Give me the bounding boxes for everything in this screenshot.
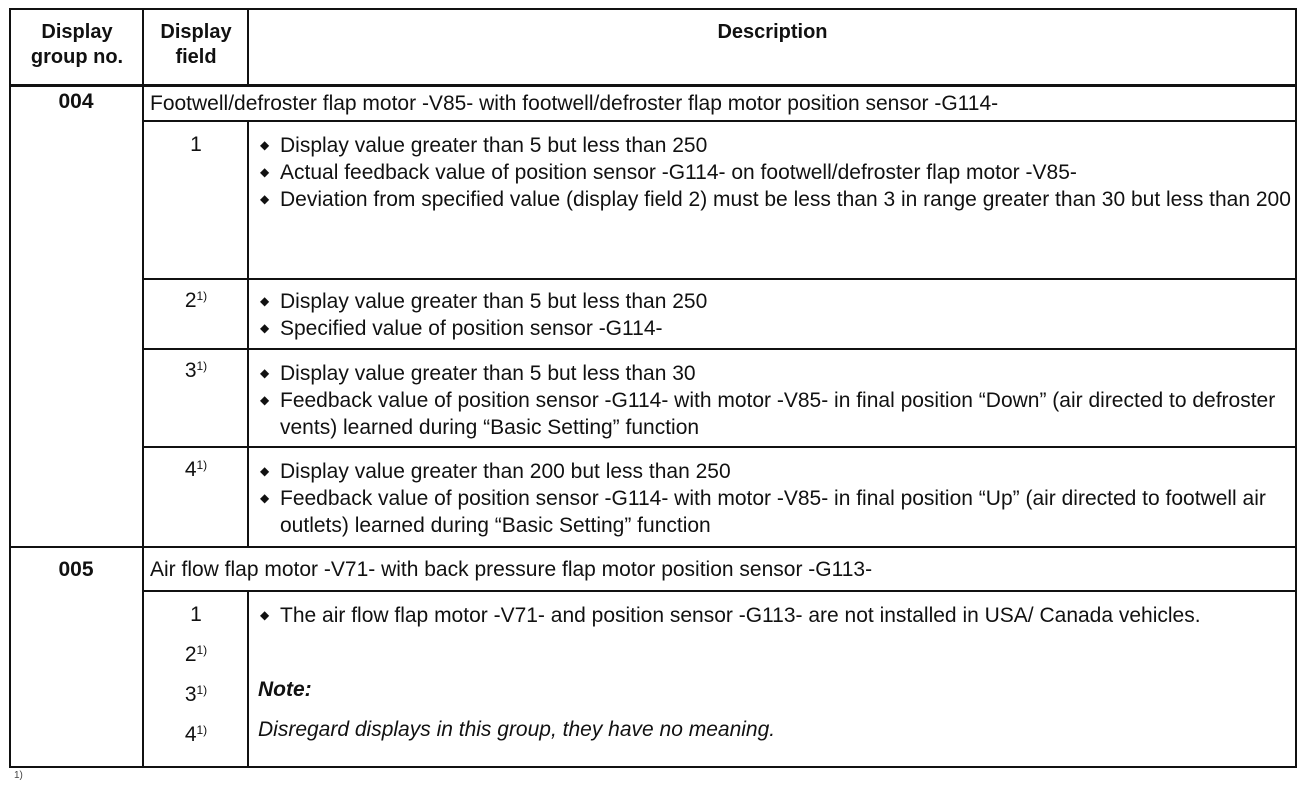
footnote-marker: 1) — [14, 770, 23, 781]
group-005-title: Air flow flap motor -V71- with back pressure flap motor position sensor -G113- — [150, 558, 873, 581]
group-005-field-3: 3$^{1)}$ — [184, 683, 208, 706]
group-005-title-divider — [143, 590, 1297, 592]
list-item: ◆ Display value greater than 5 but less than 30 — [256, 360, 1291, 387]
header-description: Description — [717, 21, 828, 43]
row-1-divider — [143, 278, 1297, 280]
list-item: ◆ Deviation from specified value (display field 2) must be less than 3 in range greater than 30 but less than 200 — [256, 186, 1291, 213]
group-005-number: 005 — [58, 558, 94, 581]
group-005-field-4: 4$^{1)}$ — [184, 723, 208, 746]
header-divider — [9, 84, 1297, 87]
group-004-field-4-description — [256, 458, 1291, 539]
group-004-field-4: 4$^{1)}$ — [184, 458, 208, 481]
group-004-field-3-description — [256, 360, 1291, 441]
group-005-description — [256, 602, 1291, 629]
list-item: ◆ Display value greater than 5 but less than 250 — [256, 132, 1291, 159]
col-divider-group — [142, 8, 144, 768]
group-005-note-text: Disregard displays in this group, they have no meaning. — [258, 718, 776, 741]
list-item: ◆ Actual feedback value of position sensor -G114- on footwell/defroster flap motor -V85- — [256, 159, 1291, 186]
group-004-field-1-description — [256, 132, 1291, 213]
list-item: ◆ Feedback value of position sensor -G114- with motor -V85- in final position “Up” (air directed to footwell air outlets) learned during “Basic Setting” function — [256, 485, 1291, 539]
list-item: ◆ Display value greater than 5 but less than 250 — [256, 288, 1291, 315]
col-divider-field-header — [247, 8, 249, 86]
row-2-divider — [143, 348, 1297, 350]
group-004-title-divider — [143, 120, 1297, 122]
list-item: ◆ Feedback value of position sensor -G114- with motor -V85- in final position “Down” (air directed to defroster vents) learned during “Basic Setting” function — [256, 387, 1291, 441]
col-divider-field-005 — [247, 591, 249, 768]
list-item: ◆ The air flow flap motor -V71- and position sensor -G113- are not installed in USA/ Canada vehicles. — [256, 602, 1291, 629]
group-005-note-title: Note: — [258, 678, 312, 701]
group-004-field-2: 2$^{1)}$ — [184, 289, 208, 312]
group-004-field-3: 3$^{1)}$ — [184, 359, 208, 382]
group-004-number: 004 — [58, 90, 94, 113]
group-divider — [9, 546, 1297, 548]
col-divider-field-004 — [247, 121, 249, 547]
group-005-field-1: 1 — [190, 603, 202, 626]
group-004-title: Footwell/defroster flap motor -V85- with footwell/defroster flap motor position sensor -G114- — [150, 92, 999, 115]
group-005-field-2: 2$^{1)}$ — [184, 643, 208, 666]
list-item: ◆ Display value greater than 200 but less than 250 — [256, 458, 1291, 485]
group-004-field-2-description — [256, 288, 1291, 342]
header-group-no: Display group no. — [30, 21, 124, 68]
row-3-divider — [143, 446, 1297, 448]
header-display-field: Display field — [160, 21, 232, 68]
list-item: ◆ Specified value of position sensor -G114- — [256, 315, 1291, 342]
group-004-field-1: 1 — [190, 133, 202, 156]
